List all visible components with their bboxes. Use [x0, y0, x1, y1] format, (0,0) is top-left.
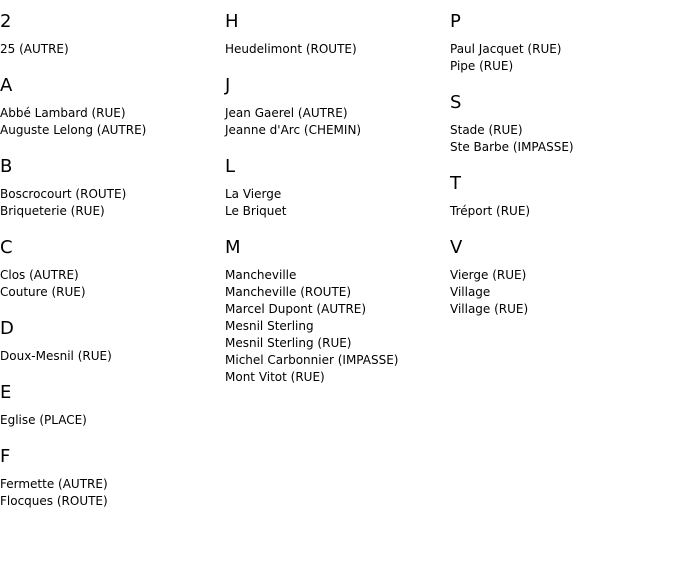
street-link[interactable]: Couture (RUE)	[0, 285, 86, 299]
street-link[interactable]: Auguste Lelong (AUTRE)	[0, 123, 147, 137]
street-item[interactable]	[450, 139, 675, 156]
letter-heading: B	[0, 156, 13, 177]
street-link[interactable]: Pipe (RUE)	[450, 59, 514, 73]
street-list	[450, 41, 675, 75]
street-link[interactable]: 25 (AUTRE)	[0, 42, 69, 56]
letter-heading: S	[450, 92, 462, 113]
letter-heading: C	[0, 237, 13, 258]
letter-heading: L	[225, 156, 236, 177]
street-link[interactable]: Ste Barbe (IMPASSE)	[450, 140, 574, 154]
street-list	[225, 186, 450, 220]
street-item[interactable]	[225, 186, 450, 203]
letter-group-s	[450, 92, 675, 156]
street-item[interactable]	[225, 301, 450, 318]
street-link[interactable]: Abbé Lambard (RUE)	[0, 106, 126, 120]
street-list	[225, 267, 450, 386]
street-link[interactable]: Mont Vitot (RUE)	[225, 370, 325, 384]
street-list	[450, 122, 675, 156]
letter-heading: 2	[0, 11, 12, 32]
street-link[interactable]: Mesnil Sterling	[225, 319, 314, 333]
street-link[interactable]: Eglise (PLACE)	[0, 413, 87, 427]
street-item[interactable]	[225, 105, 450, 122]
letter-group-p	[450, 11, 675, 75]
street-item[interactable]	[450, 267, 675, 284]
street-item[interactable]	[0, 348, 225, 365]
street-link[interactable]: Vierge (RUE)	[450, 268, 527, 282]
letter-group-f	[0, 446, 225, 510]
letter-group-j	[225, 75, 450, 139]
street-item[interactable]	[0, 122, 225, 139]
street-list	[0, 186, 225, 220]
letter-heading: V	[450, 237, 463, 258]
street-link[interactable]: Fermette (AUTRE)	[0, 477, 108, 491]
street-link[interactable]: Le Briquet	[225, 204, 287, 218]
street-item[interactable]	[0, 105, 225, 122]
street-item[interactable]	[0, 267, 225, 284]
letter-group-d	[0, 318, 225, 365]
letter-heading: F	[0, 446, 11, 467]
street-item[interactable]	[0, 186, 225, 203]
street-item[interactable]	[450, 301, 675, 318]
street-list	[0, 267, 225, 301]
street-link[interactable]: La Vierge	[225, 187, 282, 201]
street-item[interactable]	[225, 122, 450, 139]
street-list	[0, 105, 225, 139]
street-link[interactable]: Paul Jacquet (RUE)	[450, 42, 562, 56]
street-link[interactable]: Mesnil Sterling (RUE)	[225, 336, 352, 350]
letter-group-e	[0, 382, 225, 429]
street-link[interactable]: Heudelimont (ROUTE)	[225, 42, 357, 56]
letter-heading: A	[0, 75, 13, 96]
street-index-column-1	[0, 0, 225, 510]
letter-heading: P	[450, 11, 461, 32]
letter-group-l	[225, 156, 450, 220]
street-list	[225, 41, 450, 58]
street-link[interactable]: Jeanne d'Arc (CHEMIN)	[225, 123, 362, 137]
street-link[interactable]: Flocques (ROUTE)	[0, 494, 108, 508]
street-item[interactable]	[0, 412, 225, 429]
street-item[interactable]	[225, 352, 450, 369]
letter-heading: M	[225, 237, 241, 258]
street-list	[0, 348, 225, 365]
street-list	[0, 476, 225, 510]
street-item[interactable]	[450, 284, 675, 301]
street-list	[225, 105, 450, 139]
street-link[interactable]: Mancheville	[225, 268, 297, 282]
street-link[interactable]: Michel Carbonnier (IMPASSE)	[225, 353, 399, 367]
street-link[interactable]: Doux-Mesnil (RUE)	[0, 349, 112, 363]
street-list	[0, 41, 225, 58]
letter-heading: D	[0, 318, 14, 339]
street-item[interactable]	[225, 284, 450, 301]
street-link[interactable]: Boscrocourt (ROUTE)	[0, 187, 127, 201]
street-link[interactable]: Stade (RUE)	[450, 123, 523, 137]
street-item[interactable]	[225, 41, 450, 58]
street-list	[0, 412, 225, 429]
street-link[interactable]: Marcel Dupont (AUTRE)	[225, 302, 367, 316]
letter-heading: T	[450, 173, 461, 194]
street-index-column-2	[225, 0, 450, 386]
street-link[interactable]: Briqueterie (RUE)	[0, 204, 105, 218]
street-item[interactable]	[225, 267, 450, 284]
street-item[interactable]	[450, 41, 675, 58]
street-item[interactable]	[0, 203, 225, 220]
street-list	[450, 203, 675, 220]
street-item[interactable]	[225, 203, 450, 220]
letter-group-h	[225, 11, 450, 58]
street-link[interactable]: Village	[450, 285, 491, 299]
letter-group-t	[450, 173, 675, 220]
street-link[interactable]: Village (RUE)	[450, 302, 529, 316]
street-link[interactable]: Clos (AUTRE)	[0, 268, 79, 282]
street-item[interactable]	[225, 369, 450, 386]
letter-heading: J	[225, 75, 231, 96]
street-item[interactable]	[0, 41, 225, 58]
street-list	[450, 267, 675, 318]
letter-group-c	[0, 237, 225, 301]
letter-group-v	[450, 237, 675, 318]
street-link[interactable]: Tréport (RUE)	[450, 204, 531, 218]
street-item[interactable]	[0, 476, 225, 493]
letter-heading: H	[225, 11, 239, 32]
letter-group-b	[0, 156, 225, 220]
street-item[interactable]	[450, 58, 675, 75]
letter-group-a	[0, 75, 225, 139]
street-item[interactable]	[0, 284, 225, 301]
letter-group-2	[0, 11, 225, 58]
street-item[interactable]	[0, 493, 225, 510]
street-link[interactable]: Jean Gaerel (AUTRE)	[225, 106, 348, 120]
street-item[interactable]	[225, 335, 450, 352]
street-item[interactable]	[450, 122, 675, 139]
letter-heading: E	[0, 382, 12, 403]
street-index-column-3	[450, 0, 675, 318]
street-item[interactable]	[450, 203, 675, 220]
letter-group-m	[225, 237, 450, 386]
street-item[interactable]	[225, 318, 450, 335]
street-link[interactable]: Mancheville (ROUTE)	[225, 285, 352, 299]
